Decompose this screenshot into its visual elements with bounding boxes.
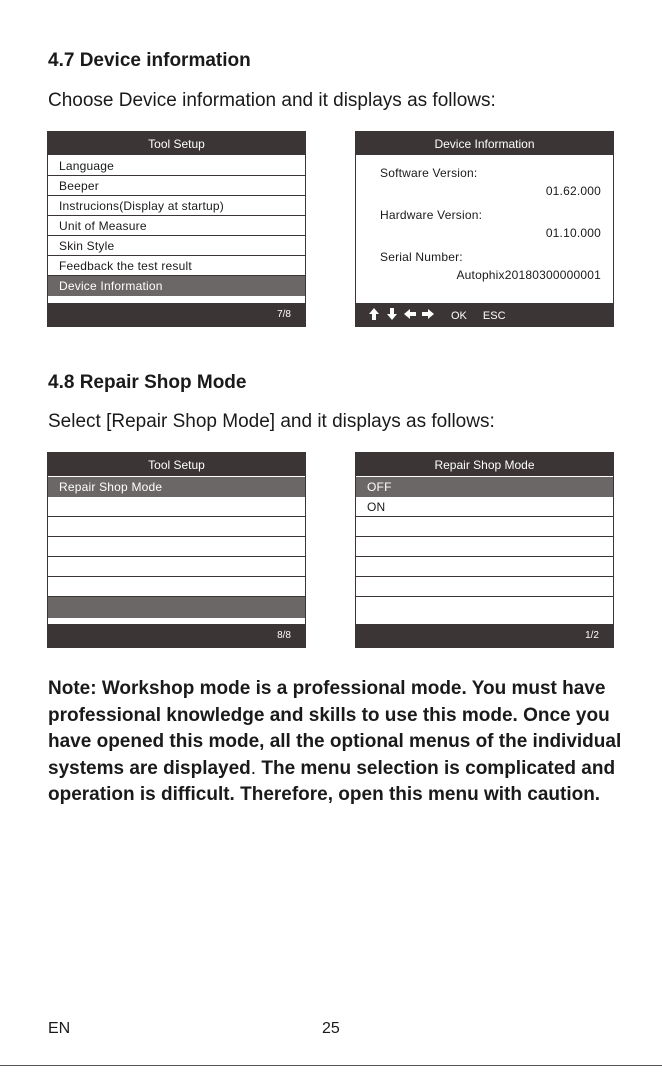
menu-item-empty [48, 557, 305, 577]
serial-number-label: Serial Number: [380, 250, 463, 264]
option-off[interactable]: OFF [356, 477, 613, 497]
option-empty [356, 557, 613, 577]
page-number: 25 [322, 1020, 340, 1037]
serial-number-value: Autophix20180300000001 [456, 268, 601, 282]
page-indicator: 8/8 [277, 630, 291, 641]
option-empty [356, 577, 613, 597]
page-indicator: 1/2 [585, 630, 599, 641]
menu-item-skin-style[interactable]: Skin Style [48, 236, 305, 256]
hardware-version-value: 01.10.000 [545, 226, 601, 240]
menu-item-empty [48, 497, 305, 517]
menu-item-empty [48, 537, 305, 557]
menu-item-empty-shaded [48, 597, 305, 618]
arrow-up-icon[interactable] [367, 307, 381, 324]
page-indicator: 7/8 [277, 309, 291, 320]
screen-title: Tool Setup [48, 132, 305, 155]
note-text-part-2: The menu selection is complicated and operation is difficult. Therefore, open this menu with caution. [48, 757, 616, 805]
esc-button[interactable]: ESC [482, 309, 506, 322]
screen-title: Repair Shop Mode [356, 453, 613, 476]
section-4-8-heading: 4.8 Repair Shop Mode [48, 372, 247, 393]
arrow-right-icon[interactable] [421, 307, 435, 324]
menu-item-empty [48, 577, 305, 597]
hardware-version-label: Hardware Version: [380, 208, 483, 222]
note-text-part-1: Note: Workshop mode is a professional mode. You must have professional knowledge and skills to use this mode. Once you have opened this mode, all the optional menus of the individual systems are displayed [48, 678, 622, 779]
arrow-left-icon[interactable] [403, 307, 417, 324]
screen-footer [356, 303, 613, 326]
menu-item-feedback[interactable]: Feedback the test result [48, 256, 305, 276]
tool-setup-screen-page-8 [47, 452, 306, 648]
software-version-label: Software Version: [380, 166, 478, 180]
tool-setup-menu [48, 477, 305, 618]
menu-item-repair-shop-mode[interactable]: Repair Shop Mode [48, 477, 305, 497]
screen-title: Tool Setup [48, 453, 305, 476]
section-4-8-intro: Select [Repair Shop Mode] and it displays as follows: [48, 411, 495, 432]
device-information-screen [355, 131, 614, 327]
workshop-mode-note [48, 676, 623, 809]
option-empty [356, 537, 613, 557]
language-code: EN [48, 1020, 71, 1037]
repair-shop-mode-options [356, 477, 613, 597]
screen-title: Device Information [356, 132, 613, 155]
tool-setup-menu [48, 156, 305, 296]
bottom-divider [0, 1065, 662, 1066]
menu-item-device-information[interactable]: Device Information [48, 276, 305, 296]
menu-item-empty [48, 517, 305, 537]
menu-item-beeper[interactable]: Beeper [48, 176, 305, 196]
option-on[interactable]: ON [356, 497, 613, 517]
menu-item-unit-of-measure[interactable]: Unit of Measure [48, 216, 305, 236]
tool-setup-screen [47, 131, 306, 327]
menu-item-language[interactable]: Language [48, 156, 305, 176]
screen-footer [356, 624, 613, 647]
note-period: . [250, 757, 257, 779]
arrow-down-icon[interactable] [385, 307, 399, 324]
section-4-7-intro: Choose Device information and it displays as follows: [48, 90, 496, 111]
navigation-hints [367, 307, 506, 324]
software-version-value: 01.62.000 [545, 184, 601, 198]
screen-footer [48, 624, 305, 647]
device-info-panel [356, 155, 613, 305]
ok-button[interactable]: OK [451, 309, 467, 322]
repair-shop-mode-screen [355, 452, 614, 648]
option-empty [356, 517, 613, 537]
menu-item-instructions[interactable]: Instrucions(Display at startup) [48, 196, 305, 216]
screen-footer [48, 303, 305, 326]
section-4-7-heading: 4.7 Device information [48, 50, 251, 71]
